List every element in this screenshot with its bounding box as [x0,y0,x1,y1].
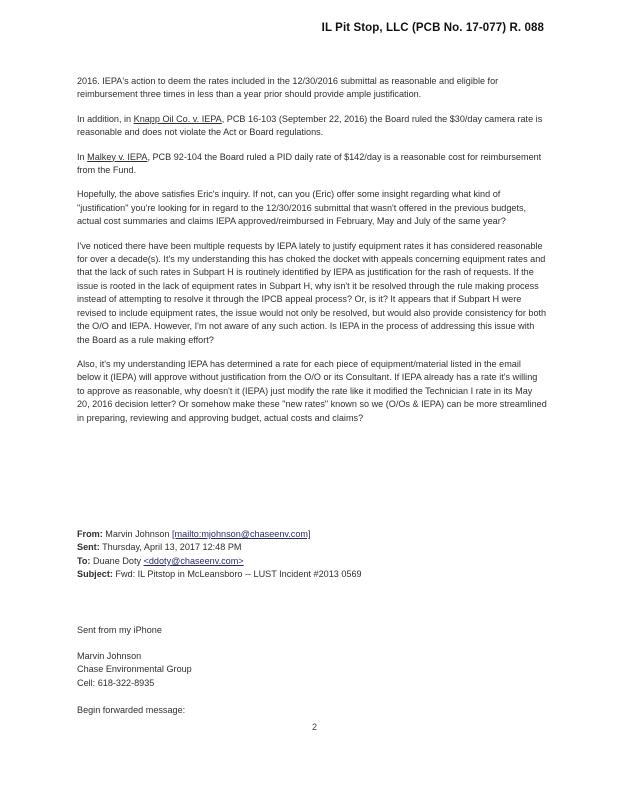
signature-company: Chase Environmental Group [77,664,192,675]
from-label: From: [77,529,103,539]
sent-from-iphone: Sent from my iPhone [77,625,162,635]
subject-label: Subject: [77,569,113,580]
knapp-suffix: , PCB 16-103 (September 22, 2016) the Board ruled the $30/day camera rate is reasonable and does not violate the Act or Board regulations. [77,113,543,138]
signature-block [77,650,547,690]
page-number: 2 [312,722,318,732]
email-from-line [77,528,547,541]
email-to-line [77,555,547,568]
letter-body [77,75,547,436]
sent-label: Sent: [77,542,100,553]
sent-value: Thursday, April 13, 2017 12:48 PM [102,542,242,553]
paragraph-knapp-oil [77,113,547,140]
from-name: Marvin Johnson [105,529,170,539]
malkey-suffix: , PCB 92-104 the Board ruled a PID daily rate of $142/day is a reasonable cost for reimbursement from the Fund. [77,151,542,176]
email-sent-line [77,541,547,554]
paragraph-equipment-rates: I've noticed there have been multiple requests by IEPA lately to justify equipment rates it has considered reasonable for over a decade(s). It's my understanding this has choked the docket with appeals concerning equipment rates and that the lack of such rates in Subpart H is routinely identified by IEPA as justification for the rash of requests. If the issue is rooted in the lack of equipment rates in Subpart H, why isn't it be resolved through the rule making process instead of attempting to resolve it through the IPCB appeal process? Or, is it? It appears that if Subpart H were revised to include equipment rates, the issue would not only be resolved, but would also provide consistency for both the O/O and IEPA. However, I'm not aware of any such action. Is IEPA in the process of addressing this issue with the Board as a rule making effort? [77,240,547,345]
begin-forwarded-message: Begin forwarded message: [77,705,186,715]
forwarded-line [77,704,547,717]
from-email-link[interactable]: [mailto:mjohnson@chaseenv.com] [172,529,311,539]
knapp-prefix: In addition, in [77,113,134,124]
paragraph-rate-approval: Also, it's my understanding IEPA has determined a rate for each piece of equipment/material listed in the email below it (IEPA) will approve without justification from the O/O or its Consultant. If IEPA already has a rate it's willing to approve as reasonable, why doesn't it (IEPA) just modify the rate like it modified the Technician I rate in its May 20, 2016 decision letter? Or somehow make these "new rates" known so we (O/Os & IEPA) can be more streamlined in preparing, reviewing and approving budget, actual costs and claims? [77,358,547,423]
paragraph-justification: 2016. IEPA's action to deem the rates included in the 12/30/2016 submittal as reasonable and eligible for reimbursement three times in less than a year prior should provide ample justification. [77,76,499,100]
signature-cell: Cell: 618-322-8935 [77,677,155,688]
email-subject-line [77,568,547,581]
to-name: Duane Doty [93,555,142,566]
malkey-prefix: In [77,151,88,162]
knapp-case-name: Knapp Oil Co. v. IEPA [133,113,222,124]
paragraph-eric-inquiry: Hopefully, the above satisfies Eric's inquiry. If not, can you (Eric) offer some insight regarding what kind of "justification" you're looking for in regard to the 12/30/2016 submittal that wasn't offered in the previous budgets, actual cost summaries and claims IEPA approved/reimbursed in February, May and July of the same year? [77,189,527,227]
subject-value: Fwd: IL Pitstop in McLeansboro -- LUST Incident #2013 0569 [115,569,362,580]
malkey-case-name: Malkey v. IEPA [87,151,148,162]
to-email-link[interactable]: <ddoty@chaseenv.com> [143,555,244,566]
sent-from-line [77,624,547,637]
bates-header: IL Pit Stop, LLC (PCB No. 17-077) R. 088 [321,22,544,34]
paragraph-malkey [77,151,547,178]
signature-name: Marvin Johnson [77,651,142,661]
to-label: To: [77,555,91,566]
email-header-block [77,528,547,582]
